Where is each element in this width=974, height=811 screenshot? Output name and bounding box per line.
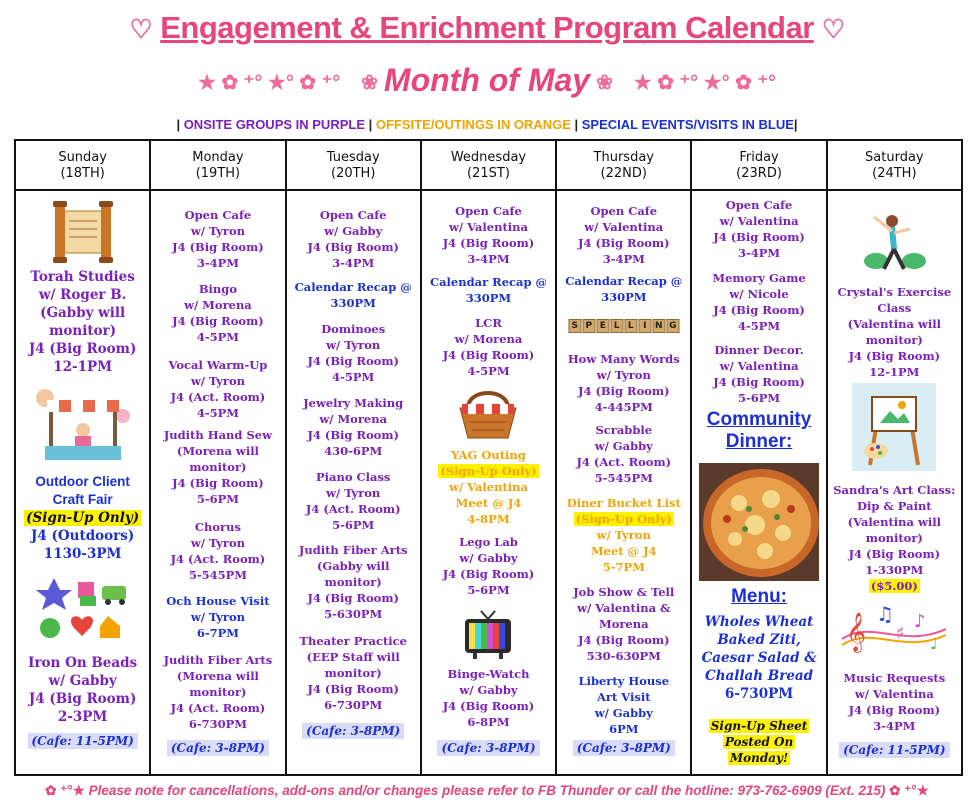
day-header [828, 141, 961, 191]
day-header [151, 141, 284, 191]
flower-star-decoration-icon: ★ ✿ ⁺° ★° ✿ ⁺° [197, 72, 341, 95]
day-date: (19TH) [195, 166, 241, 181]
event-torah-studies: Torah Studies w/ Roger B. (Gabby will monitor) J4 (Big Room) 12-1PM [28, 269, 137, 375]
footer-text: Please note for cancellations, add-ons and/or changes please refer to FB Thunder or call the hotline: 973-762-6909 (Ext. 215) [88, 783, 886, 798]
page-subtitle [0, 62, 974, 99]
heart-icon: ♡ [821, 14, 845, 44]
day-date: (23RD) [736, 166, 782, 181]
color-legend: | ONSITE GROUPS IN PURPLE | OFFSITE/OUTINGS IN ORANGE | SPECIAL EVENTS/VISITS IN BLUE| [176, 117, 798, 132]
day-header [287, 141, 420, 191]
day-column-friday [692, 141, 827, 774]
event-job-show-and-tell: Job Show & Tell w/ Valentina & Morena J4 (Big Room) 530-630PM [573, 585, 675, 663]
flower-star-decoration-icon: ★ ✿ ⁺° ★° ✿ ⁺° [633, 72, 777, 95]
event-outdoor-craft-fair: Outdoor Client Craft Fair (Sign-Up Only) J4 (Outdoors) 1130-3PM [26, 474, 140, 562]
event-open-cafe: Open Cafe w/ Valentina J4 (Big Room) 3-4PM [578, 204, 670, 266]
event-open-cafe: Open Cafe w/ Gabby J4 (Big Room) 3-4PM [307, 208, 399, 270]
event-chorus: Chorus w/ Tyron J4 (Act. Room) 5-545PM [170, 520, 266, 582]
calendar-grid [14, 139, 963, 776]
menu-heading: Menu: [731, 586, 788, 607]
iron-on-beads-icon [36, 576, 130, 642]
event-jewelry-making: Jewelry Making w/ Morena J4 (Big Room) 430-6PM [303, 396, 404, 458]
torah-scroll-icon [51, 201, 115, 263]
legend-purple: ONSITE GROUPS IN PURPLE [183, 117, 365, 132]
event-calendar-recap: Calendar Recap @ 330PM [429, 275, 548, 305]
day-date: (24TH) [872, 166, 917, 181]
day-name: Thursday [593, 150, 654, 165]
baked-ziti-photo [699, 463, 819, 581]
easel-painting-icon [852, 383, 936, 471]
event-calendar-recap: Calendar Recap @ 330PM [294, 280, 412, 310]
event-judith-hand-sew: Judith Hand Sew (Morena will monitor) J4 (Big Room) 5-6PM [163, 428, 272, 506]
day-name: Saturday [865, 150, 924, 165]
title-text: Engagement & Enrichment Program Calendar [160, 10, 814, 45]
cafe-hours-badge: (Cafe: 3-8PM) [437, 740, 539, 756]
event-calendar-recap: Calendar Recap @ 330PM [565, 274, 683, 304]
subtitle-text: Month of May [383, 62, 591, 98]
craft-fair-booth-icon [35, 386, 131, 464]
event-dinner-decor: Dinner Decor. w/ Valentina J4 (Big Room) 5-6PM [713, 343, 805, 405]
day-column-tuesday [287, 141, 422, 774]
event-piano-class: Piano Class w/ Tyron J4 (Act. Room) 5-6PM [305, 470, 401, 532]
event-liberty-house-art-visit: Liberty House Art Visit w/ Gabby 6PM [578, 674, 670, 736]
event-diner-bucket-list: Diner Bucket List (Sign-Up Only) w/ Tyron Meet @ J4 5-7PM [566, 496, 681, 574]
day-column-wednesday [422, 141, 557, 774]
flower-icon: ❀ [596, 72, 613, 95]
event-och-house-visit: Och House Visit w/ Tyron 6-7PM [166, 594, 270, 640]
day-date: (21ST) [467, 166, 510, 181]
svg-text:♫: ♫ [876, 602, 895, 626]
event-memory-game: Memory Game w/ Nicole J4 (Big Room) 4-5PM [712, 271, 806, 333]
day-header [422, 141, 555, 191]
legend-orange: OFFSITE/OUTINGS IN ORANGE [375, 117, 571, 132]
menu-items: Wholes Wheat Baked Ziti, Caesar Salad & Challah Bread 6-730PM [701, 614, 817, 702]
svg-text:♯: ♯ [896, 623, 906, 644]
day-name: Friday [739, 150, 779, 165]
event-bingo: Bingo w/ Morena J4 (Big Room) 4-5PM [172, 282, 264, 344]
event-yag-outing: YAG Outing (Sign-Up Only) w/ Valentina Meet @ J4 4-8PM [440, 448, 537, 526]
day-name: Tuesday [326, 150, 380, 165]
svg-text:𝄞: 𝄞 [846, 612, 867, 652]
day-header [557, 141, 690, 191]
event-open-cafe: Open Cafe w/ Valentina J4 (Big Room) 3-4PM [442, 204, 535, 266]
event-sandras-art-class: Sandra's Art Class: Dip & Paint (Valentina will monitor) J4 (Big Room) 1-330PM ($5.00) [833, 483, 956, 593]
heart-icon: ♡ [129, 14, 153, 44]
picnic-basket-icon [454, 384, 522, 442]
cafe-hours-badge: (Cafe: 11-5PM) [839, 742, 949, 758]
music-notes-icon [842, 599, 946, 657]
event-judith-fiber-arts: Judith Fiber Arts (Gabby will monitor) J4 (Big Room) 5-630PM [298, 543, 408, 621]
day-column-monday [151, 141, 286, 774]
day-name: Sunday [58, 150, 107, 165]
day-date: (22ND) [600, 166, 647, 181]
spelling-tiles-icon: S P E L L I N G [568, 319, 679, 333]
cafe-hours-badge: (Cafe: 11-5PM) [27, 733, 137, 749]
event-lego-lab: Lego Lab w/ Gabby J4 (Big Room) 5-6PM [442, 535, 535, 597]
day-column-saturday [828, 141, 961, 774]
day-header [692, 141, 825, 191]
event-how-many-words: How Many Words w/ Tyron J4 (Big Room) 4-445PM [567, 352, 680, 414]
page-title [0, 10, 974, 46]
exercise-person-icon [862, 211, 926, 273]
footer-note [0, 783, 974, 799]
event-iron-on-beads: Iron On Beads w/ Gabby J4 (Big Room) 2-3PM [28, 655, 138, 725]
day-date: (18TH) [60, 166, 105, 181]
svg-text:♩: ♩ [930, 634, 938, 653]
flower-decoration-icon: ✿ ⁺°★ [885, 783, 929, 798]
event-binge-watch: Binge-Watch w/ Gabby J4 (Big Room) 6-8PM [442, 667, 535, 729]
tv-icon [463, 609, 513, 661]
cafe-hours-badge: (Cafe: 3-8PM) [302, 723, 404, 739]
day-column-sunday [16, 141, 151, 774]
event-vocal-warm-up: Vocal Warm-Up w/ Tyron J4 (Act. Room) 4-5PM [168, 358, 268, 420]
event-theater-practice: Theater Practice (EEP Staff will monitor) J4 (Big Room) 6-730PM [299, 634, 407, 712]
signup-sheet-note: Sign-Up Sheet Posted On Monday! [710, 719, 808, 765]
flower-decoration-icon: ✿ ⁺°★ [45, 783, 89, 798]
event-music-requests: Music Requests w/ Valentina J4 (Big Room) 3-4PM [843, 671, 946, 733]
legend-blue: SPECIAL EVENTS/VISITS IN BLUE [581, 117, 794, 132]
cafe-hours-badge: (Cafe: 3-8PM) [573, 740, 675, 756]
event-judith-fiber-arts: Judith Fiber Arts (Morena will monitor) J4 (Act. Room) 6-730PM [163, 653, 273, 731]
event-lcr: LCR w/ Morena J4 (Big Room) 4-5PM [442, 316, 535, 378]
event-crystals-exercise-class: Crystal's Exercise Class (Valentina will monitor) J4 (Big Room) 12-1PM [837, 285, 952, 379]
flower-icon: ❀ [361, 72, 378, 95]
event-scrabble: Scrabble w/ Gabby J4 (Act. Room) 5-545PM [576, 423, 672, 485]
day-date: (20TH) [331, 166, 376, 181]
event-dominoes: Dominoes w/ Tyron J4 (Big Room) 4-5PM [307, 322, 399, 384]
day-name: Wednesday [450, 150, 527, 165]
day-column-thursday [557, 141, 692, 774]
event-open-cafe: Open Cafe w/ Tyron J4 (Big Room) 3-4PM [172, 208, 264, 270]
day-header [16, 141, 149, 191]
cafe-hours-badge: (Cafe: 3-8PM) [167, 740, 269, 756]
community-dinner-heading: Community Dinner: [706, 409, 812, 452]
event-open-cafe: Open Cafe w/ Valentina J4 (Big Room) 3-4PM [713, 198, 805, 260]
day-name: Monday [192, 150, 244, 165]
svg-text:♪: ♪ [914, 611, 926, 632]
